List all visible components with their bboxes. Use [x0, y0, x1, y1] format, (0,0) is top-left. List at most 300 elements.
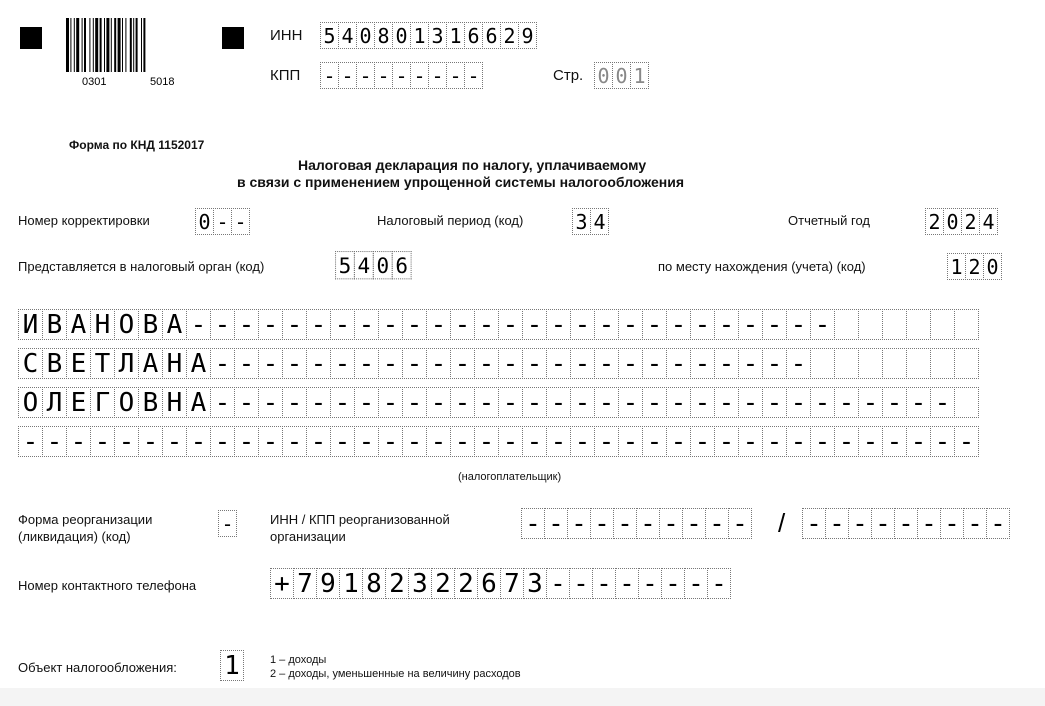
- char-cell: 3: [408, 568, 432, 599]
- barcode-bar: [82, 18, 83, 72]
- corner-marker-left: [20, 27, 42, 49]
- char-cell: -: [848, 508, 872, 539]
- char-cell: -: [802, 508, 826, 539]
- char-cell: 1: [220, 650, 244, 681]
- char-cell: 4: [354, 251, 374, 279]
- char-cell: -: [234, 426, 259, 457]
- reorg-inn-kpp-label-2: организации: [270, 529, 346, 544]
- char-cell: 2: [431, 568, 455, 599]
- form-title-line2: в связи с применением упрощенной системы налогообложения: [237, 174, 685, 190]
- barcode: [66, 18, 200, 72]
- char-cell: -: [666, 426, 691, 457]
- authority-field[interactable]: [335, 251, 412, 279]
- char-cell: 0: [373, 251, 393, 279]
- barcode-bar: [93, 18, 94, 72]
- char-cell: -: [186, 426, 211, 457]
- char-cell: 7: [293, 568, 317, 599]
- char-cell: -: [714, 309, 739, 340]
- char-cell: В: [138, 309, 163, 340]
- barcode-bar: [125, 18, 126, 72]
- char-cell: -: [594, 387, 619, 418]
- taxpayer-line-4[interactable]: [18, 426, 979, 457]
- char-cell: -: [330, 387, 355, 418]
- char-cell: -: [894, 508, 918, 539]
- char-cell: 3: [572, 208, 591, 235]
- char-cell: -: [618, 309, 643, 340]
- char-cell: -: [392, 62, 411, 89]
- char-cell: [930, 309, 955, 340]
- char-cell: -: [66, 426, 91, 457]
- char-cell: -: [714, 348, 739, 379]
- char-cell: А: [162, 309, 187, 340]
- char-cell: -: [728, 508, 752, 539]
- char-cell: -: [714, 426, 739, 457]
- barcode-bar: [122, 18, 123, 72]
- char-cell: -: [666, 387, 691, 418]
- char-cell: О: [114, 309, 139, 340]
- char-cell: -: [592, 568, 616, 599]
- char-cell: -: [410, 62, 429, 89]
- char-cell: 0: [195, 208, 214, 235]
- char-cell: -: [690, 348, 715, 379]
- char-cell: 9: [316, 568, 340, 599]
- char-cell: В: [42, 309, 67, 340]
- barcode-bar: [89, 18, 90, 72]
- year-field[interactable]: [925, 208, 998, 235]
- char-cell: -: [690, 387, 715, 418]
- char-cell: [882, 348, 907, 379]
- char-cell: -: [378, 348, 403, 379]
- barcode-bar: [74, 18, 75, 72]
- barcode-number-left: 0301: [82, 76, 107, 88]
- char-cell: [834, 348, 859, 379]
- char-cell: -: [618, 387, 643, 418]
- char-cell: -: [450, 309, 475, 340]
- reorg-inn-kpp-label-1: ИНН / КПП реорганизованной: [270, 512, 450, 527]
- char-cell: -: [282, 348, 307, 379]
- char-cell: -: [642, 309, 667, 340]
- char-cell: -: [378, 426, 403, 457]
- tax-object-option-2: 2 – доходы, уменьшенные на величину расходов: [270, 668, 521, 680]
- char-cell: 0: [356, 22, 375, 49]
- char-cell: -: [567, 508, 591, 539]
- char-cell: 1: [446, 22, 465, 49]
- char-cell: -: [354, 348, 379, 379]
- char-cell: -: [474, 348, 499, 379]
- char-cell: -: [258, 309, 283, 340]
- reorg-form-label-1: Форма реорганизации: [18, 512, 153, 527]
- char-cell: Е: [66, 348, 91, 379]
- char-cell: -: [210, 426, 235, 457]
- correction-field[interactable]: [195, 208, 250, 235]
- char-cell: -: [90, 426, 115, 457]
- char-cell: -: [356, 62, 375, 89]
- char-cell: -: [210, 387, 235, 418]
- char-cell: С: [18, 348, 43, 379]
- knd-label: Форма по КНД 1152017: [69, 138, 205, 152]
- char-cell: -: [570, 348, 595, 379]
- char-cell: -: [546, 426, 571, 457]
- char-cell: -: [402, 387, 427, 418]
- char-cell: О: [114, 387, 139, 418]
- char-cell: -: [762, 387, 787, 418]
- char-cell: -: [546, 309, 571, 340]
- char-cell: В: [42, 348, 67, 379]
- char-cell: -: [354, 387, 379, 418]
- char-cell: -: [330, 348, 355, 379]
- char-cell: -: [590, 508, 614, 539]
- inn-label: ИНН: [270, 27, 303, 44]
- char-cell: -: [825, 508, 849, 539]
- char-cell: -: [871, 508, 895, 539]
- taxpayer-line-1[interactable]: [18, 309, 979, 340]
- char-cell: -: [231, 208, 250, 235]
- char-cell: -: [858, 426, 883, 457]
- char-cell: 2: [961, 208, 980, 235]
- char-cell: -: [810, 387, 835, 418]
- kpp-label: КПП: [270, 67, 301, 84]
- char-cell: 4: [338, 22, 357, 49]
- char-cell: -: [666, 348, 691, 379]
- char-cell: -: [234, 387, 259, 418]
- char-cell: -: [917, 508, 941, 539]
- char-cell: 5: [335, 251, 355, 279]
- char-cell: -: [642, 348, 667, 379]
- char-cell: -: [570, 426, 595, 457]
- barcode-bar: [143, 18, 145, 72]
- barcode-bar: [70, 18, 71, 72]
- char-cell: -: [234, 309, 259, 340]
- char-cell: -: [282, 426, 307, 457]
- char-cell: -: [18, 426, 43, 457]
- char-cell: -: [330, 426, 355, 457]
- char-cell: -: [521, 508, 545, 539]
- char-cell: [954, 309, 979, 340]
- char-cell: -: [705, 508, 729, 539]
- char-cell: -: [522, 387, 547, 418]
- char-cell: -: [522, 309, 547, 340]
- char-cell: 2: [925, 208, 944, 235]
- char-cell: -: [786, 387, 811, 418]
- char-cell: -: [738, 309, 763, 340]
- char-cell: -: [213, 208, 232, 235]
- reorg-kpp-field[interactable]: [802, 508, 1010, 539]
- char-cell: -: [738, 426, 763, 457]
- char-cell: А: [186, 348, 211, 379]
- char-cell: -: [834, 426, 859, 457]
- char-cell: -: [282, 309, 307, 340]
- char-cell: -: [114, 426, 139, 457]
- char-cell: -: [786, 348, 811, 379]
- barcode-bar: [76, 18, 79, 72]
- char-cell: 2: [454, 568, 478, 599]
- location-label: по месту нахождения (учета) (код): [658, 259, 866, 274]
- char-cell: -: [546, 348, 571, 379]
- char-cell: -: [810, 309, 835, 340]
- page-field[interactable]: [594, 62, 649, 89]
- page-label: Стр.: [553, 67, 584, 84]
- char-cell: 1: [947, 253, 966, 280]
- char-cell: -: [234, 348, 259, 379]
- char-cell: -: [642, 387, 667, 418]
- char-cell: 6: [482, 22, 501, 49]
- char-cell: [954, 348, 979, 379]
- char-cell: -: [42, 426, 67, 457]
- char-cell: [882, 309, 907, 340]
- barcode-bar: [84, 18, 86, 72]
- char-cell: -: [330, 309, 355, 340]
- char-cell: -: [402, 348, 427, 379]
- authority-label: Представляется в налоговый орган (код): [18, 259, 265, 274]
- inn-field[interactable]: [320, 22, 537, 49]
- char-cell: -: [522, 426, 547, 457]
- char-cell: 4: [590, 208, 609, 235]
- char-cell: -: [306, 426, 331, 457]
- char-cell: -: [963, 508, 987, 539]
- reorg-inn-field[interactable]: [521, 508, 752, 539]
- char-cell: -: [210, 309, 235, 340]
- char-cell: 0: [612, 62, 631, 89]
- char-cell: -: [138, 426, 163, 457]
- char-cell: -: [402, 426, 427, 457]
- char-cell: -: [474, 426, 499, 457]
- char-cell: [906, 348, 931, 379]
- char-cell: -: [258, 387, 283, 418]
- char-cell: -: [810, 426, 835, 457]
- barcode-bar: [100, 18, 102, 72]
- char-cell: -: [474, 387, 499, 418]
- char-cell: 6: [477, 568, 501, 599]
- char-cell: [834, 309, 859, 340]
- correction-label: Номер корректировки: [18, 213, 150, 228]
- char-cell: -: [786, 309, 811, 340]
- char-cell: -: [786, 426, 811, 457]
- taxpayer-line-2[interactable]: [18, 348, 979, 379]
- char-cell: -: [882, 426, 907, 457]
- char-cell: -: [426, 309, 451, 340]
- char-cell: -: [210, 348, 235, 379]
- kpp-field[interactable]: [320, 62, 483, 89]
- char-cell: -: [618, 348, 643, 379]
- tax-object-field[interactable]: [220, 650, 244, 681]
- barcode-number-right: 5018: [150, 76, 175, 88]
- char-cell: 9: [518, 22, 537, 49]
- char-cell: 8: [362, 568, 386, 599]
- char-cell: -: [615, 568, 639, 599]
- char-cell: -: [638, 568, 662, 599]
- char-cell: О: [18, 387, 43, 418]
- reorg-form-field[interactable]: [218, 510, 237, 537]
- char-cell: -: [762, 426, 787, 457]
- char-cell: 0: [392, 22, 411, 49]
- char-cell: -: [834, 387, 859, 418]
- char-cell: -: [666, 309, 691, 340]
- char-cell: 0: [983, 253, 1002, 280]
- char-cell: -: [306, 348, 331, 379]
- char-cell: 3: [523, 568, 547, 599]
- char-cell: -: [498, 348, 523, 379]
- char-cell: -: [642, 426, 667, 457]
- char-cell: -: [954, 426, 979, 457]
- char-cell: -: [162, 426, 187, 457]
- char-cell: Л: [42, 387, 67, 418]
- char-cell: -: [446, 62, 465, 89]
- char-cell: 5: [320, 22, 339, 49]
- char-cell: -: [354, 309, 379, 340]
- char-cell: -: [569, 568, 593, 599]
- char-cell: А: [138, 348, 163, 379]
- reorg-form-label-2: (ликвидация) (код): [18, 529, 131, 544]
- char-cell: -: [282, 387, 307, 418]
- char-cell: [858, 348, 883, 379]
- char-cell: [930, 348, 955, 379]
- char-cell: Н: [162, 348, 187, 379]
- char-cell: -: [707, 568, 731, 599]
- phone-field[interactable]: [270, 568, 731, 599]
- char-cell: -: [690, 426, 715, 457]
- char-cell: -: [636, 508, 660, 539]
- char-cell: [858, 309, 883, 340]
- char-cell: -: [684, 568, 708, 599]
- char-cell: -: [428, 62, 447, 89]
- char-cell: -: [762, 348, 787, 379]
- char-cell: -: [320, 62, 339, 89]
- char-cell: -: [906, 387, 931, 418]
- char-cell: 3: [428, 22, 447, 49]
- char-cell: -: [690, 309, 715, 340]
- char-cell: -: [594, 426, 619, 457]
- char-cell: -: [450, 426, 475, 457]
- char-cell: 6: [464, 22, 483, 49]
- char-cell: 1: [410, 22, 429, 49]
- char-cell: -: [618, 426, 643, 457]
- char-cell: -: [218, 510, 237, 537]
- char-cell: -: [378, 309, 403, 340]
- char-cell: Е: [66, 387, 91, 418]
- char-cell: -: [498, 426, 523, 457]
- char-cell: -: [546, 387, 571, 418]
- reorg-slash: /: [778, 508, 786, 538]
- barcode-bar: [141, 18, 142, 72]
- char-cell: -: [498, 309, 523, 340]
- char-cell: -: [659, 508, 683, 539]
- corner-marker-right: [222, 27, 244, 49]
- char-cell: -: [594, 309, 619, 340]
- char-cell: [906, 309, 931, 340]
- char-cell: -: [450, 348, 475, 379]
- char-cell: 2: [385, 568, 409, 599]
- period-label: Налоговый период (код): [377, 213, 524, 228]
- char-cell: +: [270, 568, 294, 599]
- char-cell: -: [940, 508, 964, 539]
- char-cell: 2: [965, 253, 984, 280]
- char-cell: Л: [114, 348, 139, 379]
- location-field[interactable]: [947, 253, 1002, 280]
- char-cell: Н: [90, 309, 115, 340]
- barcode-bar: [111, 18, 112, 72]
- char-cell: -: [762, 309, 787, 340]
- char-cell: -: [906, 426, 931, 457]
- char-cell: 1: [630, 62, 649, 89]
- barcode-bar: [118, 18, 121, 72]
- char-cell: А: [186, 387, 211, 418]
- phone-label: Номер контактного телефона: [18, 578, 197, 593]
- year-label: Отчетный год: [788, 213, 870, 228]
- char-cell: -: [544, 508, 568, 539]
- char-cell: -: [374, 62, 393, 89]
- char-cell: -: [402, 309, 427, 340]
- char-cell: -: [464, 62, 483, 89]
- char-cell: -: [186, 309, 211, 340]
- barcode-bar: [130, 18, 132, 72]
- char-cell: 1: [339, 568, 363, 599]
- barcode-bar: [136, 18, 138, 72]
- taxpayer-caption: (налогоплательщик): [458, 471, 562, 483]
- char-cell: -: [570, 309, 595, 340]
- barcode-bar: [106, 18, 109, 72]
- char-cell: -: [858, 387, 883, 418]
- char-cell: -: [426, 348, 451, 379]
- char-cell: 6: [392, 251, 412, 279]
- char-cell: В: [138, 387, 163, 418]
- char-cell: 8: [374, 22, 393, 49]
- char-cell: -: [258, 348, 283, 379]
- barcode-bar: [133, 18, 134, 72]
- taxpayer-line-3[interactable]: [18, 387, 979, 418]
- char-cell: 2: [500, 22, 519, 49]
- char-cell: -: [522, 348, 547, 379]
- tax-object-label: Объект налогообложения:: [18, 660, 177, 675]
- char-cell: -: [306, 387, 331, 418]
- char-cell: -: [474, 309, 499, 340]
- char-cell: 4: [979, 208, 998, 235]
- char-cell: -: [450, 387, 475, 418]
- char-cell: И: [18, 309, 43, 340]
- char-cell: -: [378, 387, 403, 418]
- tax-object-option-1: 1 – доходы: [270, 654, 327, 666]
- char-cell: -: [986, 508, 1010, 539]
- char-cell: -: [426, 387, 451, 418]
- char-cell: [810, 348, 835, 379]
- char-cell: -: [882, 387, 907, 418]
- char-cell: -: [338, 62, 357, 89]
- char-cell: Н: [162, 387, 187, 418]
- barcode-bar: [66, 18, 69, 72]
- char-cell: -: [594, 348, 619, 379]
- char-cell: Г: [90, 387, 115, 418]
- char-cell: 0: [943, 208, 962, 235]
- char-cell: -: [613, 508, 637, 539]
- char-cell: -: [930, 387, 955, 418]
- period-field[interactable]: [572, 208, 609, 235]
- char-cell: -: [258, 426, 283, 457]
- char-cell: Т: [90, 348, 115, 379]
- char-cell: -: [546, 568, 570, 599]
- char-cell: -: [306, 309, 331, 340]
- char-cell: 7: [500, 568, 524, 599]
- char-cell: -: [930, 426, 955, 457]
- char-cell: -: [682, 508, 706, 539]
- char-cell: А: [66, 309, 91, 340]
- char-cell: [954, 387, 979, 418]
- char-cell: -: [426, 426, 451, 457]
- barcode-bar: [95, 18, 98, 72]
- char-cell: -: [570, 387, 595, 418]
- char-cell: -: [498, 387, 523, 418]
- char-cell: 0: [594, 62, 613, 89]
- barcode-bar: [104, 18, 105, 72]
- page-bottom-edge: [0, 688, 1045, 706]
